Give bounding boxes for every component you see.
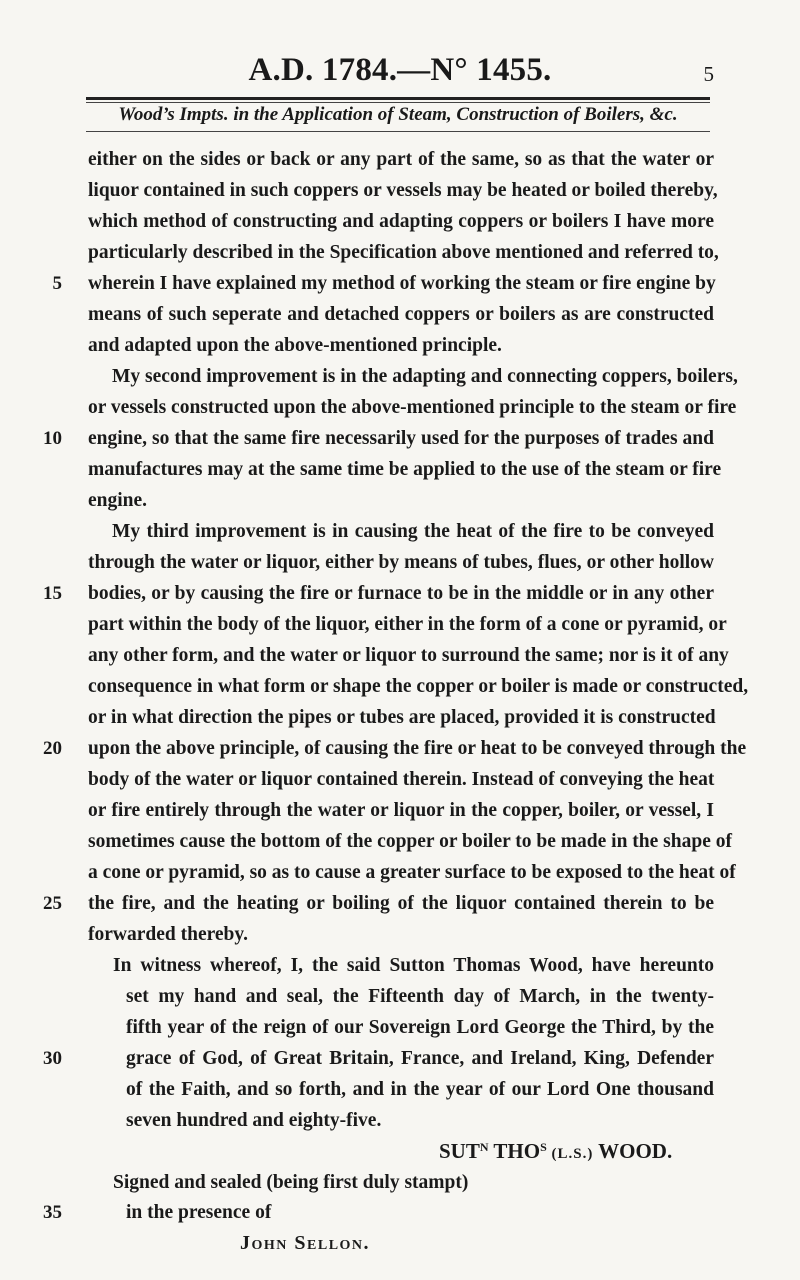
page-header: [0, 52, 800, 92]
line-number: 5: [52, 273, 62, 294]
text-line: liquor contained in such coppers or vessels may be heated or boiled thereby,: [88, 180, 718, 201]
line-number: 25: [43, 893, 62, 914]
text-line: any other form, and the water or liquor to surround the same; nor is it of any: [88, 645, 729, 666]
text-line: sometimes cause the bottom of the copper or boiler to be made in the shape of: [88, 831, 732, 852]
page-title: A.D. 1784.—N° 1455.: [248, 52, 552, 88]
line-number: 30: [43, 1048, 62, 1069]
text-line: seven hundred and eighty-five.: [126, 1110, 382, 1131]
line-number: 15: [43, 583, 62, 604]
line-number: 35: [43, 1202, 62, 1223]
text-line: fifth year of the reign of our Sovereign Lord George the Third, by the: [126, 1017, 714, 1038]
text-line: set my hand and seal, the Fifteenth day of March, in the twenty-: [126, 986, 714, 1007]
text-line: upon the above principle, of causing the fire or heat to be conveyed through the: [88, 738, 747, 759]
signature-superscript: S: [540, 1140, 547, 1154]
signature-name-part: THO: [488, 1139, 541, 1163]
text-line: a cone or pyramid, so as to cause a greater surface to be exposed to the heat of: [88, 862, 736, 883]
text-line: engine, so that the same fire necessarily used for the purposes of trades and: [88, 428, 714, 449]
text-line: or in what direction the pipes or tubes are placed, provided it is constructed: [88, 707, 716, 728]
signature-surname: WOOD.: [598, 1139, 673, 1163]
running-subtitle: Wood’s Impts. in the Application of Steam, Construction of Boilers, &c.: [118, 104, 678, 125]
signature-name-part: SUT: [439, 1139, 480, 1163]
text-line: particularly described in the Specification above mentioned and referred to,: [88, 242, 719, 263]
text-line: or vessels constructed upon the above-mentioned principle to the steam or fire: [88, 397, 737, 418]
attestation-line: in the presence of: [126, 1202, 272, 1223]
line-number: 10: [43, 428, 62, 449]
text-line: body of the water or liquor contained therein. Instead of conveying the heat: [88, 769, 715, 790]
line-number: 20: [43, 738, 62, 759]
page-number: 5: [703, 62, 714, 86]
text-line: manufactures may at the same time be applied to the use of the steam or fire: [88, 459, 722, 480]
text-line: the fire, and the heating or boiling of the liquor contained therein to be: [88, 893, 714, 914]
witness-name: John Sellon.: [240, 1232, 371, 1254]
text-line: grace of God, of Great Britain, France, and Ireland, King, Defender: [126, 1048, 714, 1069]
seal-mark: (L.S.): [546, 1146, 599, 1162]
text-line: means of such seperate and detached coppers or boilers as are constructed: [88, 304, 714, 325]
attestation-line: Signed and sealed (being first duly stampt): [113, 1172, 469, 1193]
header-rule: [86, 97, 710, 100]
text-line: bodies, or by causing the fire or furnace to be in the middle or in any other: [88, 583, 714, 604]
text-line: In witness whereof, I, the said Sutton Thomas Wood, have hereunto: [113, 955, 714, 976]
text-line: My third improvement is in causing the heat of the fire to be conveyed: [112, 521, 714, 542]
text-line: of the Faith, and so forth, and in the year of our Lord One thousand: [126, 1079, 714, 1100]
text-line: engine.: [88, 490, 148, 511]
text-line: through the water or liquor, either by means of tubes, flues, or other hollow: [88, 552, 714, 573]
header-rule-thin: [86, 102, 710, 103]
text-line: My second improvement is in the adapting and connecting coppers, boilers,: [112, 366, 738, 387]
text-line: which method of constructing and adapting coppers or boilers I have more: [88, 211, 714, 232]
signature-block: [439, 1138, 672, 1167]
text-line: wherein I have explained my method of working the steam or fire engine by: [88, 273, 716, 294]
signature-superscript: N: [479, 1140, 489, 1154]
text-line: either on the sides or back or any part of the same, so as that the water or: [88, 149, 714, 170]
text-line: part within the body of the liquor, either in the form of a cone or pyramid, or: [88, 614, 727, 635]
text-line: forwarded thereby.: [88, 924, 248, 945]
text-line: or fire entirely through the water or liquor in the copper, boiler, or vessel, I: [88, 800, 714, 821]
subtitle-rule: [86, 131, 710, 132]
text-line: consequence in what form or shape the copper or boiler is made or constructed,: [88, 676, 749, 697]
text-line: and adapted upon the above-mentioned principle.: [88, 335, 502, 356]
